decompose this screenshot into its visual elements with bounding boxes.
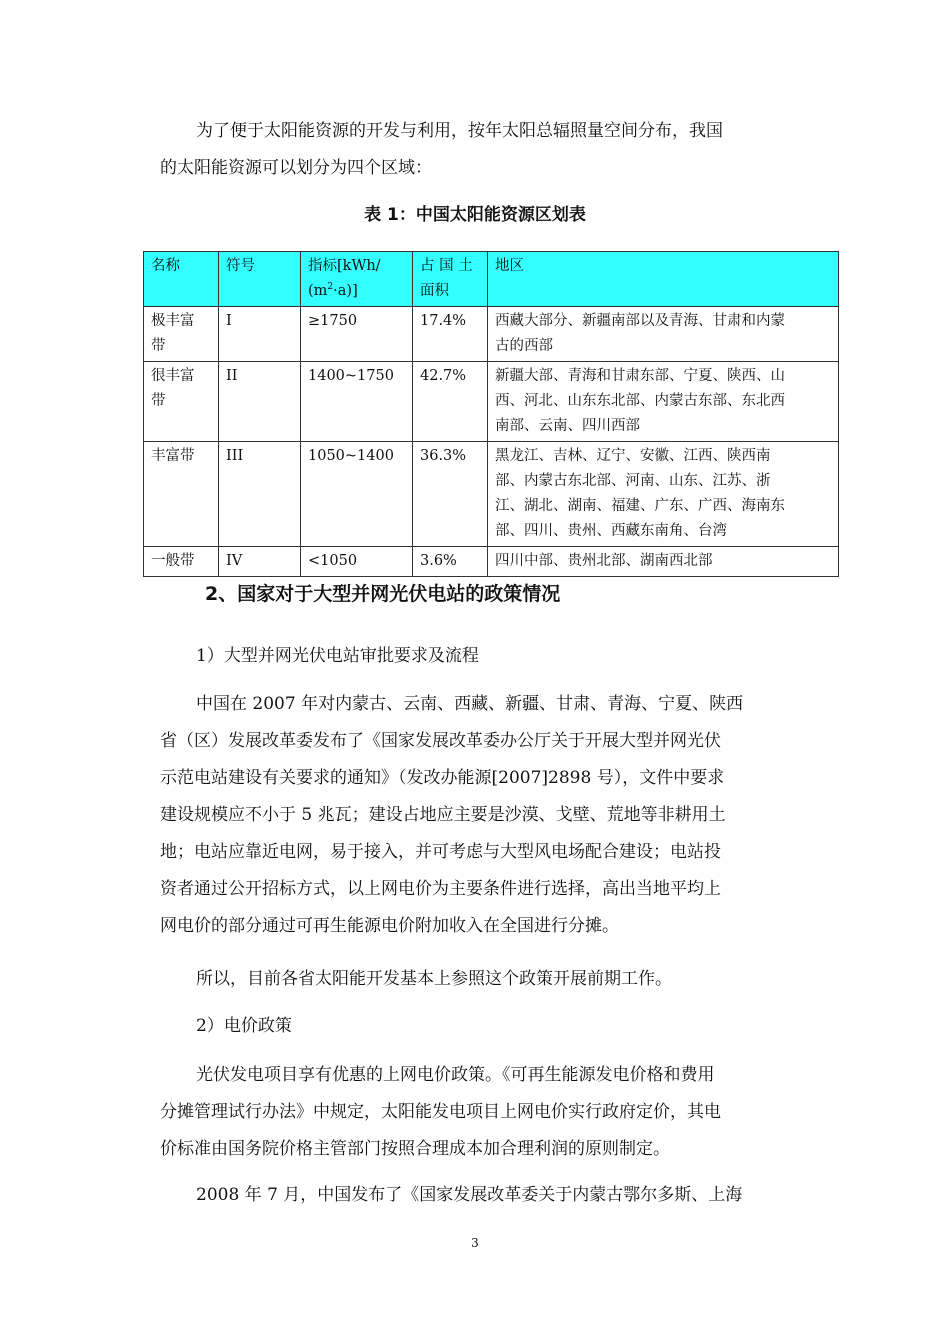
cell-region: 西藏大部分、新疆南部以及青海、甘肃和内蒙 古的西部: [488, 307, 839, 362]
header-index-line: 指标[kWh/: [308, 258, 381, 274]
cell-symbol: II: [219, 362, 301, 442]
header-name: 名称: [144, 252, 219, 307]
subheading-price: 2）电价政策: [196, 1016, 292, 1036]
cell-name: 一般带: [144, 547, 219, 577]
cell-region: 新疆大部、青海和甘肃东部、宁夏、陕西、山 西、河北、山东东北部、内蒙古东部、东北西 南部、云南、四川西部: [488, 362, 839, 442]
cell-index: 1400~1750: [301, 362, 413, 442]
cell-name: 极丰富 带: [144, 307, 219, 362]
header-index: [301, 252, 413, 307]
header-share: 占 国 土 面积: [413, 252, 488, 307]
table-caption: 表 1：中国太阳能资源区划表: [364, 205, 586, 225]
cell-index: <1050: [301, 547, 413, 577]
text-line: 为了便于太阳能资源的开发与利用，按年太阳总辐照量空间分布，我国: [196, 121, 723, 141]
table-header-row: [144, 252, 839, 307]
subheading-approval: 1）大型并网光伏电站审批要求及流程: [196, 646, 479, 666]
cell-share: 36.3%: [413, 442, 488, 547]
summary-paragraph: 所以，目前各省太阳能开发基本上参照这个政策开展前期工作。: [196, 969, 672, 989]
table-row: [144, 362, 839, 442]
table-row: [144, 307, 839, 362]
cell-share: 42.7%: [413, 362, 488, 442]
cell-region: 黑龙江、吉林、辽宁、安徽、江西、陕西南 部、内蒙古东北部、河南、山东、江苏、浙 江、湖北、湖南、福建、广东、广西、海南东 部、四川、贵州、西藏东南角、台湾: [488, 442, 839, 547]
cell-symbol: IV: [219, 547, 301, 577]
approval-paragraph: 中国在 2007 年对内蒙古、云南、西藏、新疆、甘肃、青海、宁夏、陕西 省（区）发展改革委发布了《国家发展改革委办公厅关于开展大型并网光伏 示范电站建设有关要求的通知》（发改办能源[2007]2898 号），文件中要求 建设规模应不小于 5 兆瓦；建设占地应主要是沙漠、戈壁、荒地等非耕用土 地；电站应靠近电网，易于接入，并可考虑与大型风电场配合建设；电站投 资者通过公开招标方式，以上网电价为主要条件进行选择，高出当地平均上 网电价的部分通过可再生能源电价附加收入在全国进行分摊。: [160, 694, 744, 936]
cell-name: 很丰富 带: [144, 362, 219, 442]
table-row: [144, 442, 839, 547]
header-index-unit: $(m^2\cdot a)$]: [308, 282, 358, 299]
header-region: 地区: [488, 252, 839, 307]
page-number: 3: [471, 1236, 479, 1250]
cell-share: 17.4%: [413, 307, 488, 362]
section-heading: 2、国家对于大型并网光伏电站的政策情况: [205, 583, 561, 605]
cell-index: 1050~1400: [301, 442, 413, 547]
solar-zone-table: [143, 251, 839, 577]
cell-symbol: III: [219, 442, 301, 547]
header-symbol: 符号: [219, 252, 301, 307]
cell-share: 3.6%: [413, 547, 488, 577]
cell-name: 丰富带: [144, 442, 219, 547]
cell-index: ≥1750: [301, 307, 413, 362]
intro-paragraph: [160, 113, 800, 187]
policy-paragraph: 2008 年 7 月，中国发布了《国家发展改革委关于内蒙古鄂尔多斯、上海: [196, 1185, 743, 1205]
text-line: 的太阳能资源可以划分为四个区域：: [160, 158, 432, 178]
table-row: [144, 547, 839, 577]
table-body: [144, 307, 839, 577]
price-paragraph: 光伏发电项目享有优惠的上网电价政策。《可再生能源发电价格和费用 分摊管理试行办法》中规定，太阳能发电项目上网电价实行政府定价，其电 价标准由国务院价格主管部门按照合理成本加合理利润的原则制定。: [160, 1065, 721, 1159]
cell-symbol: I: [219, 307, 301, 362]
cell-region: 四川中部、贵州北部、湖南西北部: [488, 547, 839, 577]
